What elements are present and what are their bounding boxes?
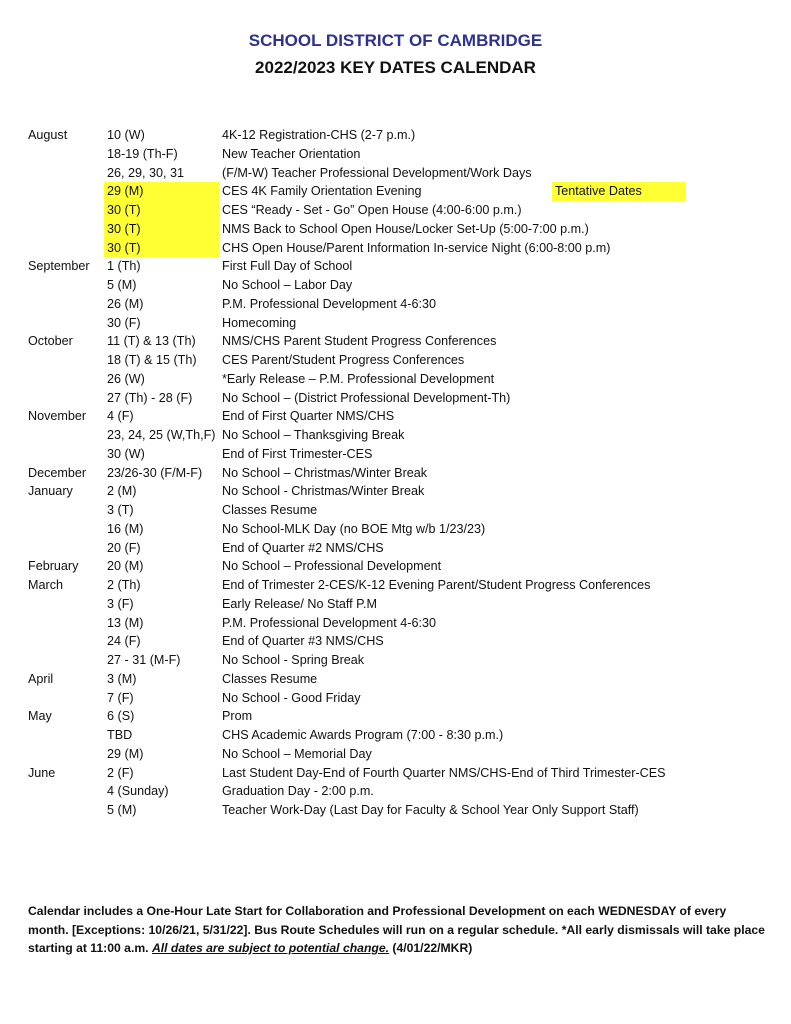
event-description: CES Parent/Student Progress Conferences (222, 353, 465, 367)
event-description: No School – Memorial Day (222, 746, 372, 761)
event-description: Prom (222, 709, 253, 724)
date-cell: 27 (Th) - 28 (F) (107, 390, 193, 405)
event-description: NMS/CHS Parent Student Progress Conferences (222, 334, 497, 349)
date-cell: 3 (M) (107, 671, 137, 686)
calendar-row (0, 651, 791, 670)
event-description: No School – Thanksgiving Break (222, 428, 405, 442)
calendar-row (0, 257, 791, 276)
calendar-row (0, 501, 791, 520)
footer-revision: (4/01/22/MKR) (389, 941, 473, 955)
date-cell: 23/26-30 (F/M-F) (107, 465, 203, 480)
date-cell: 18 (T) & 15 (Th) (107, 353, 197, 367)
month-label: September (28, 259, 90, 274)
calendar-row (0, 332, 791, 351)
calendar-row (0, 539, 791, 558)
event-description: No School - Good Friday (222, 690, 361, 705)
date-cell: 4 (F) (107, 409, 134, 424)
event-description: No School – Professional Development (222, 559, 442, 574)
calendar-row (0, 220, 791, 239)
calendar-row (0, 164, 791, 183)
month-label: March (28, 578, 63, 592)
date-cell: 4 (Sunday) (107, 784, 169, 799)
tentative-dates-note: Tentative Dates (552, 182, 686, 201)
calendar-row (0, 182, 791, 201)
calendar-row (0, 595, 791, 614)
event-description: No School-MLK Day (no BOE Mtg w/b 1/23/23) (222, 521, 486, 536)
month-label: May (28, 709, 52, 724)
calendar-row (0, 632, 791, 651)
event-description: P.M. Professional Development 4-6:30 (222, 296, 436, 311)
event-description: Graduation Day - 2:00 p.m. (222, 784, 374, 799)
date-cell: 30 (T) (104, 239, 219, 258)
event-description: Classes Resume (222, 503, 318, 517)
event-description: Classes Resume (222, 671, 318, 686)
calendar-row (0, 745, 791, 764)
date-cell: 3 (T) (107, 503, 134, 517)
calendar-row (0, 426, 791, 445)
calendar-row (0, 201, 791, 220)
month-label: November (28, 409, 87, 424)
month-label: August (28, 128, 68, 142)
date-cell: 7 (F) (107, 690, 134, 705)
event-description: No School – Christmas/Winter Break (222, 465, 428, 480)
event-description: End of First Quarter NMS/CHS (222, 409, 395, 424)
calendar-row (0, 557, 791, 576)
date-cell: 10 (W) (107, 128, 145, 142)
month-label: December (28, 465, 87, 480)
calendar-row (0, 126, 791, 145)
date-cell: 3 (F) (107, 596, 134, 611)
event-description: CHS Academic Awards Program (7:00 - 8:30 p.m.) (222, 728, 504, 742)
event-description: First Full Day of School (222, 259, 353, 274)
event-description: *Early Release – P.M. Professional Development (222, 371, 495, 386)
event-description: New Teacher Orientation (222, 146, 361, 161)
date-cell: 23, 24, 25 (W,Th,F) (107, 428, 216, 442)
date-cell: 20 (F) (107, 540, 141, 555)
calendar-row (0, 782, 791, 801)
event-description: CHS Open House/Parent Information In-service Night (6:00-8:00 p.m) (222, 240, 611, 255)
calendar-row (0, 689, 791, 708)
calendar-row (0, 145, 791, 164)
calendar-row (0, 239, 791, 258)
calendar-row (0, 670, 791, 689)
event-description: P.M. Professional Development 4-6:30 (222, 615, 436, 630)
date-cell: 1 (Th) (107, 259, 141, 274)
date-cell: 30 (T) (104, 220, 219, 239)
calendar-row (0, 726, 791, 745)
calendar-row (0, 314, 791, 333)
date-cell: 29 (M) (104, 182, 219, 201)
calendar-row (0, 407, 791, 426)
date-cell: 2 (M) (107, 484, 137, 499)
event-description: (F/M-W) Teacher Professional Development/Work Days (222, 165, 532, 180)
date-cell: TBD (107, 728, 133, 742)
calendar-row (0, 464, 791, 483)
date-cell: 30 (F) (107, 315, 141, 330)
event-description: No School – (District Professional Development-Th) (222, 390, 511, 405)
calendar-row (0, 520, 791, 539)
date-cell: 2 (Th) (107, 578, 141, 592)
event-description: 4K-12 Registration-CHS (2-7 p.m.) (222, 128, 416, 142)
calendar-row (0, 295, 791, 314)
date-cell: 26 (W) (107, 371, 145, 386)
date-cell: 5 (M) (107, 803, 137, 817)
document-title: SCHOOL DISTRICT OF CAMBRIDGE (248, 31, 543, 50)
event-description: Teacher Work-Day (Last Day for Faculty & School Year Only Support Staff) (222, 803, 639, 817)
event-description: Homecoming (222, 315, 297, 330)
calendar-row (0, 576, 791, 595)
month-label: January (28, 484, 73, 499)
date-cell: 16 (M) (107, 521, 144, 536)
event-description: CES “Ready - Set - Go” Open House (4:00-6:00 p.m.) (222, 203, 522, 217)
date-cell: 30 (W) (107, 446, 145, 461)
date-cell: 2 (F) (107, 765, 134, 780)
document-subtitle: 2022/2023 KEY DATES CALENDAR (255, 58, 536, 77)
event-description: End of First Trimester-CES (222, 446, 373, 461)
date-cell: 24 (F) (107, 634, 141, 649)
event-description: No School - Spring Break (222, 653, 365, 667)
event-description: Early Release/ No Staff P.M (222, 596, 377, 611)
calendar-row (0, 764, 791, 783)
event-description: No School - Christmas/Winter Break (222, 484, 425, 499)
month-label: February (28, 559, 79, 574)
month-label: April (28, 671, 54, 686)
event-description: End of Trimester 2-CES/K-12 Evening Parent/Student Progress Conferences (222, 578, 651, 592)
footer-disclaimer: All dates are subject to potential change. (151, 941, 390, 955)
event-description: CES 4K Family Orientation Evening (222, 184, 422, 199)
date-cell: 6 (S) (107, 709, 135, 724)
date-cell: 5 (M) (107, 278, 137, 292)
date-cell: 13 (M) (107, 615, 144, 630)
calendar-row (0, 445, 791, 464)
key-dates-list (0, 126, 791, 820)
event-description: End of Quarter #2 NMS/CHS (222, 540, 384, 555)
date-cell: 11 (T) & 13 (Th) (107, 334, 196, 349)
date-cell: 29 (M) (107, 746, 144, 761)
calendar-row (0, 389, 791, 408)
calendar-row (0, 614, 791, 633)
date-cell: 20 (M) (107, 559, 144, 574)
calendar-row (0, 351, 791, 370)
event-description: End of Quarter #3 NMS/CHS (222, 634, 384, 649)
footer-main-text: Calendar includes a One-Hour Late Start for Collaboration and Professional Development on each WEDNESDAY of every month. [Exceptions: 10/26/21, 5/31/22]. Bus Route Schedules will run on a regular schedule. *All early dismissals will take place starting at 11:00 a.m. (28, 904, 765, 955)
date-cell: 27 - 31 (M-F) (107, 653, 181, 667)
month-label: October (28, 334, 73, 349)
date-cell: 26 (M) (107, 296, 144, 311)
calendar-row (0, 370, 791, 389)
event-description: NMS Back to School Open House/Locker Set-Up (5:00-7:00 p.m.) (222, 221, 589, 236)
calendar-row (0, 482, 791, 501)
date-cell: 30 (T) (104, 201, 219, 220)
date-cell: 26, 29, 30, 31 (107, 165, 185, 180)
calendar-row (0, 801, 791, 820)
calendar-row (0, 707, 791, 726)
footer-note (28, 902, 768, 958)
event-description: No School – Labor Day (222, 278, 353, 292)
month-label: June (28, 765, 56, 780)
event-description: Last Student Day-End of Fourth Quarter NMS/CHS-End of Third Trimester-CES (222, 765, 666, 780)
date-cell: 18-19 (Th-F) (107, 146, 178, 161)
calendar-row (0, 276, 791, 295)
